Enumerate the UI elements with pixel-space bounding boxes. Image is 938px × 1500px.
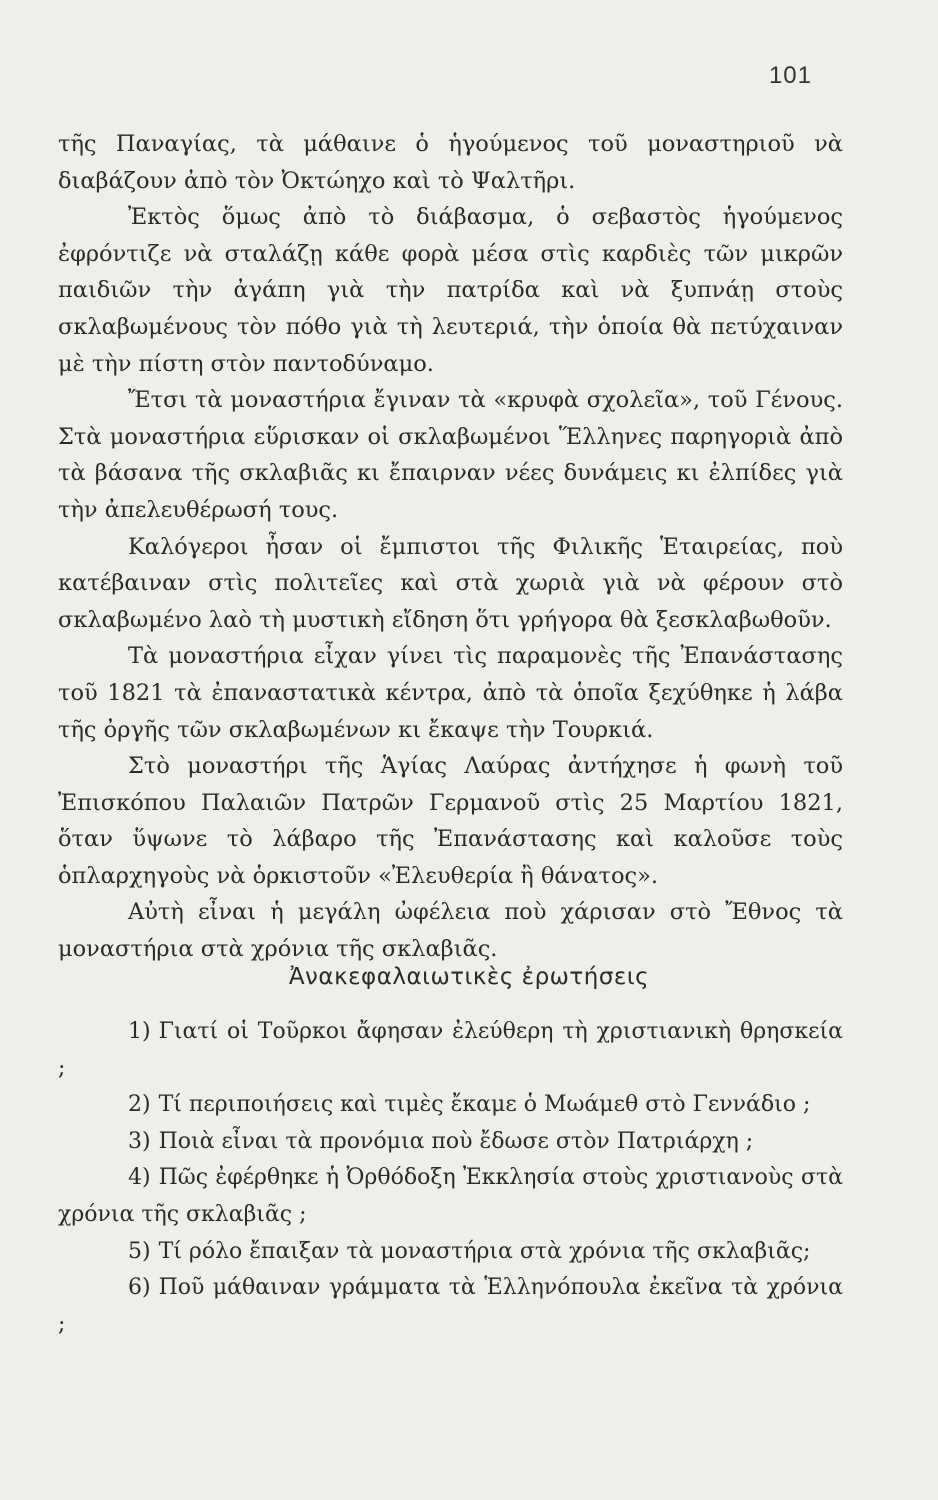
page-number: 101: [768, 62, 812, 89]
question-item: [58, 1234, 843, 1271]
question-number: 1): [128, 1019, 151, 1044]
paragraph: Ἐκτὸς ὅμως ἀπὸ τὸ διάβασμα, ὁ σεβαστὸς ἡγούμενος ἐφρόντιζε νὰ σταλάζῃ κάθε φορὰ μέσα στὶς καρδιὲς τῶν μικρῶν παιδιῶν τὴν ἀγάπη γιὰ τὴν πατρίδα καὶ νὰ ξυπνάῃ στοὺς σκλαβωμένους τὸν πόθο γιὰ τὴ λευτεριά, τὴν ὁποία θὰ πετύχαιναν μὲ τὴν πίστη στὸν παντοδύναμο.: [58, 204, 843, 377]
section-heading: Ἀνακεφαλαιωτικὲς ἐρωτήσεις: [288, 964, 650, 990]
question-number: 3): [128, 1128, 151, 1154]
question-text: Ποιὰ εἶναι τὰ προνόμια ποὺ ἔδωσε στὸν Πατριάρχη ;: [158, 1128, 754, 1154]
question-item: [58, 1124, 843, 1161]
question-item: [58, 1160, 843, 1233]
question-text: Ποῦ μάθαιναν γράμματα τὰ Ἑλληνόπουλα ἐκεῖνα τὰ χρόνια ;: [58, 1275, 843, 1337]
question-text: Τί ρόλο ἔπαιξαν τὰ μοναστήρια στὰ χρόνια τῆς σκλαβιᾶς;: [158, 1238, 811, 1264]
paragraph: Τὰ μοναστήρια εἶχαν γίνει τὶς παραμονὲς τῆς Ἐπανάστασης τοῦ 1821 τὰ ἐπαναστατικὰ κέντρα, ἀπὸ τὰ ὁποῖα ξεχύθηκε ἡ λάβα τῆς ὀργῆς τῶν σκλαβωμένων κι ἔκαψε τὴν Τουρκιά.: [58, 643, 843, 743]
question-text: Γιατί οἱ Τοῦρκοι ἄφησαν ἐλεύθερη τὴ χριστιανικὴ θρησκεία ;: [58, 1019, 843, 1081]
question-text: Τί περιποιήσεις καὶ τιμὲς ἔκαμε ὁ Μωάμεθ στὸ Γεννάδιο ;: [158, 1092, 811, 1118]
question-number: 4): [128, 1165, 151, 1191]
question-number: 6): [128, 1275, 151, 1301]
paragraph: τῆς Παναγίας, τὰ μάθαινε ὁ ἡγούμενος τοῦ μοναστηριοῦ νὰ διαβάζουν ἀπὸ τὸν Ὀκτώηχο καὶ τὸ Ψαλτῆρι.: [58, 131, 843, 194]
paragraph: Στὸ μοναστήρι τῆς Ἁγίας Λαύρας ἀντήχησε ἡ φωνὴ τοῦ Ἐπισκόπου Παλαιῶν Πατρῶν Γερμανοῦ στὶς 25 Μαρτίου 1821, ὅταν ὕψωνε τὸ λάβαρο τῆς Ἐπανάστασης καὶ καλοῦσε τοὺς ὁπλαρχηγοὺς νὰ ὁρκιστοῦν «Ἐλευθερία ἢ θάνατος».: [58, 753, 843, 889]
question-item: [58, 1270, 843, 1343]
review-questions: [58, 1014, 843, 1343]
paragraph: Καλόγεροι ἦσαν οἱ ἔμπιστοι τῆς Φιλικῆς Ἑταιρείας, ποὺ κατέβαιναν στὶς πολιτεῖες καὶ στὰ χωριὰ γιὰ νὰ φέρουν στὸ σκλαβωμένο λαὸ τὴ μυστικὴ εἴδηση ὅτι γρήγορα θὰ ξεσκλαβωθοῦν.: [58, 533, 843, 633]
paragraph: Ἔτσι τὰ μοναστήρια ἔγιναν τὰ «κρυφὰ σχολεῖα», τοῦ Γένους. Στὰ μοναστήρια εὕρισκαν οἱ σκλαβωμένοι Ἕλληνες παρηγοριὰ ἀπὸ τὰ βάσανα τῆς σκλαβιᾶς κι ἔπαιρναν νέες δυνάμεις κι ἐλπίδες γιὰ τὴν ἀπελευθέρωσή τους.: [58, 387, 843, 523]
question-number: 2): [128, 1092, 151, 1118]
question-item: [58, 1014, 843, 1087]
paragraph: Αὐτὴ εἶναι ἡ μεγάλη ὠφέλεια ποὺ χάρισαν στὸ Ἔθνος τὰ μοναστήρια στὰ χρόνια τῆς σκλαβιᾶς.: [58, 899, 843, 963]
question-text: Πῶς ἐφέρθηκε ἡ Ὀρθόδοξη Ἐκκλησία στοὺς χριστιανοὺς στὰ χρόνια τῆς σκλαβιᾶς ;: [58, 1165, 843, 1227]
question-item: [58, 1087, 843, 1124]
question-number: 5): [128, 1238, 151, 1264]
body-text: [58, 126, 843, 968]
